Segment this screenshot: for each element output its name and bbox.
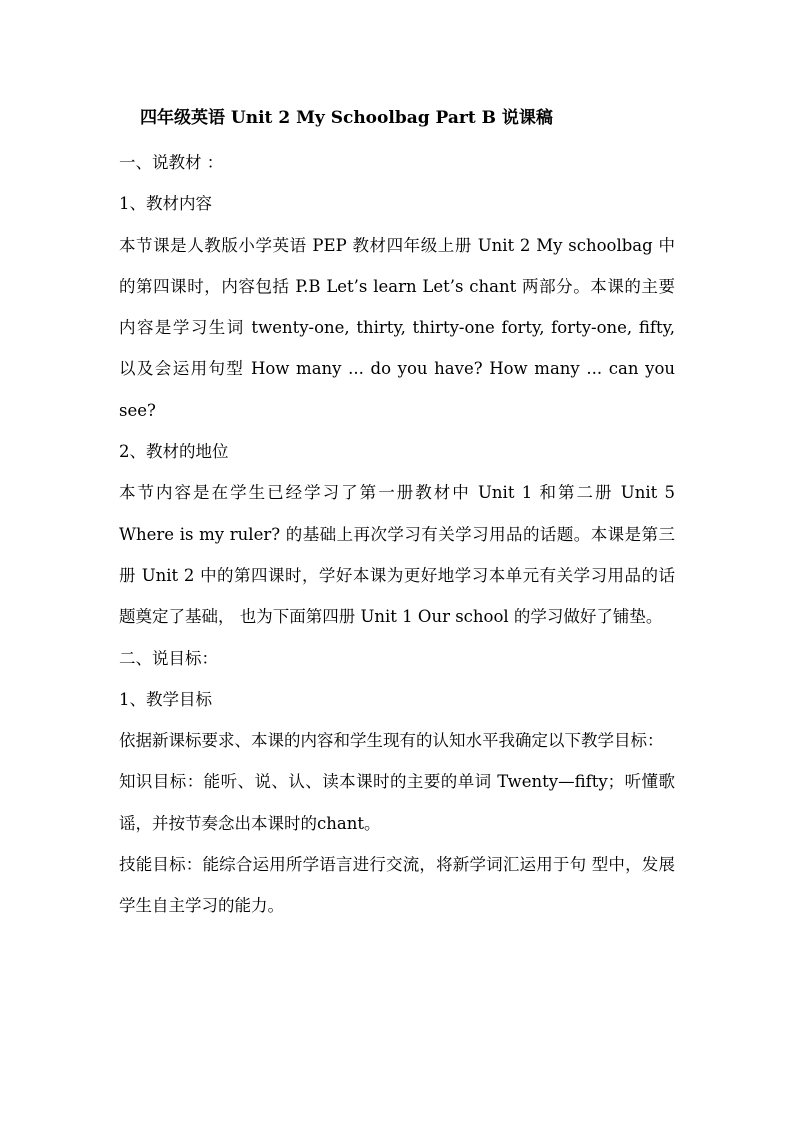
paragraph-textbook-position: 本节内容是在学生已经学习了第一册教材中 Unit 1 和第二册 Unit 5 Where is my ruler? 的基础上再次学习有关学习用品的话题。本课是第三册 Unit 2 中的第四课时，学好本课为更好地学习本单元有关学习用品的话题奠定了基础， 也为下面第四册 Unit 1 Our school 的学习做好了铺垫。 [119,483,675,627]
subheading-teaching-objectives: 1、教学目标 [119,689,212,709]
paragraph-textbook-content: 本节课是人教版小学英语 PEP 教材四年级上册 Unit 2 My schoolbag 中的第四课时，内容包括 P.B Let’s learn Let’s chant 两部分。本课的主要内容是学习生词 twenty-one, thirty, thirty-one forty, forty-one, fifty, 以及会运用句型 How many ... do you have? How many ... can you see? [119,235,675,420]
paragraph-knowledge-objectives: 知识目标：能听、说、认、读本课时的主要的单词 Twenty—fifty；听懂歌谣，并按节奏念出本课时的chant。 [119,772,675,833]
subheading-textbook-position: 2、教材的地位 [119,442,229,462]
document-body [119,142,675,927]
subheading-textbook-content: 1、教材内容 [119,194,212,214]
section-heading-objectives: 二、说目标： [119,648,218,668]
paragraph-teaching-objectives: 依据新课标要求、本课的内容和学生现有的认知水平我确定以下教学目标： [119,731,664,751]
paragraph-skill-objectives: 技能目标：能综合运用所学语言进行交流，将新学词汇运用于句 型中，发展学生自主学习的能力。 [119,855,675,916]
section-heading-textbook: 一、说教材 ： [119,153,224,172]
document-title: 四年级英语 Unit 2 My Schoolbag Part B 说课稿 [140,108,553,128]
